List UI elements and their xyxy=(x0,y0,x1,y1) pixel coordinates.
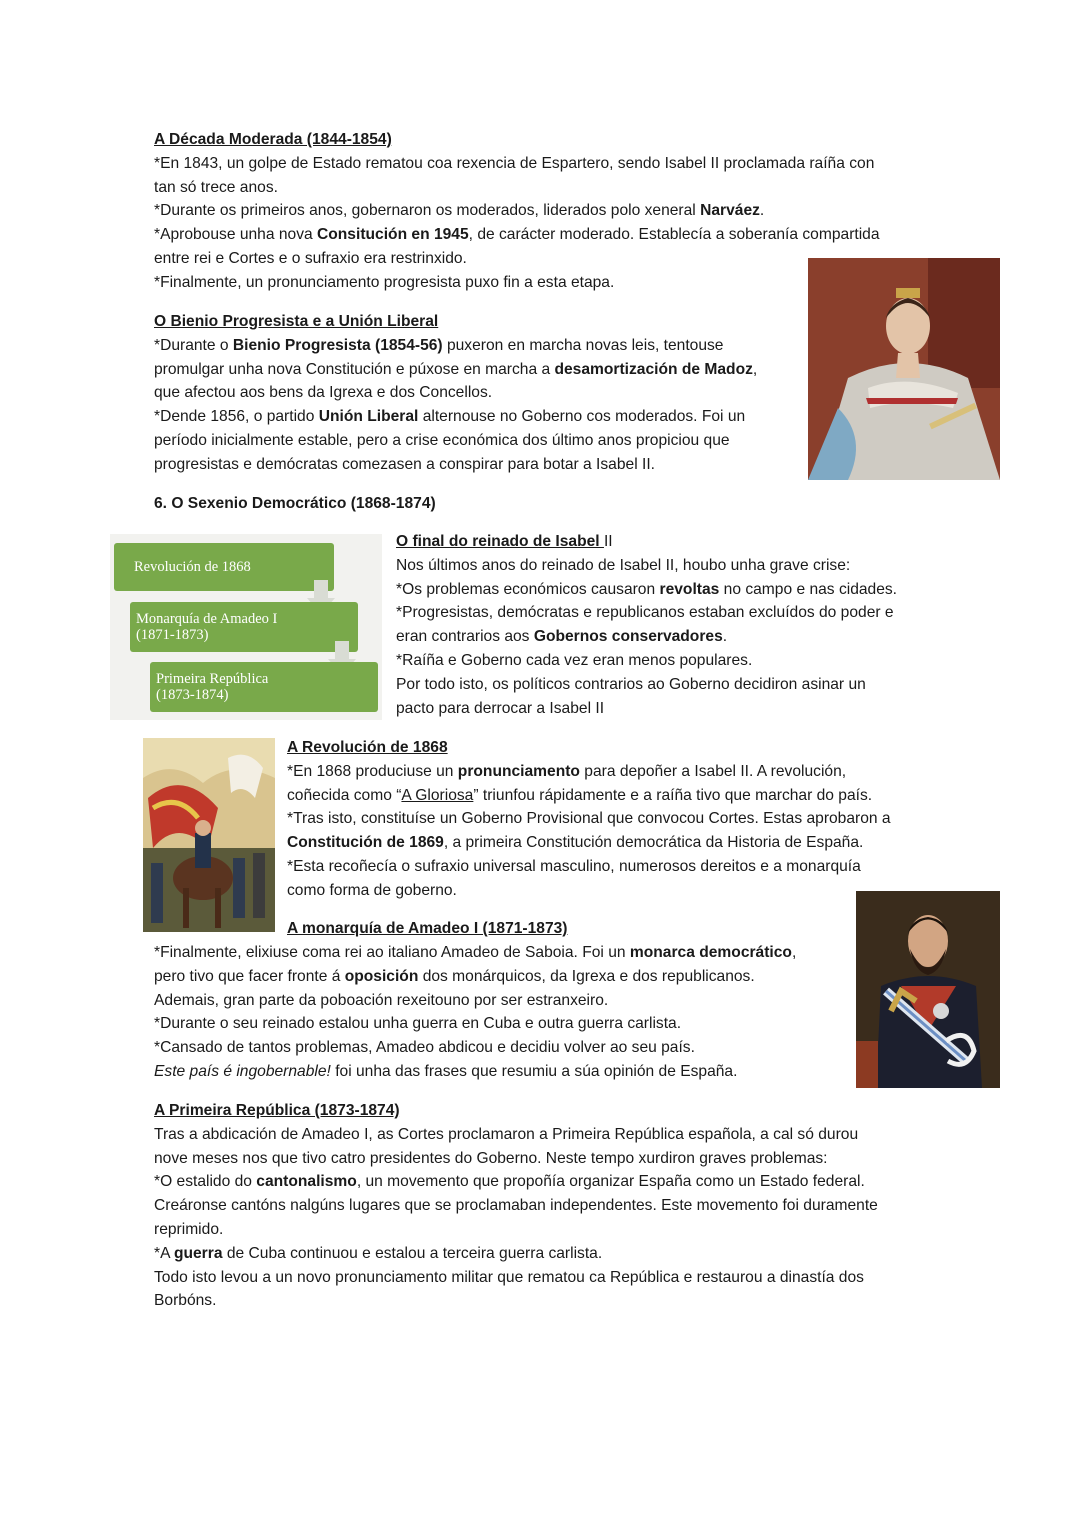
revolucion-1868-painting xyxy=(143,738,275,932)
heading-sexenio-text: 6. O Sexenio Democrático (1868-1874) xyxy=(154,495,436,512)
paragraph-line: *Esta recoñecía o sufraxio universal masculino, numerosos dereitos e a monarquía xyxy=(287,857,861,875)
paragraph-line: *Progresistas, demócratas e republicanos estaban excluídos do poder e xyxy=(396,604,894,622)
paragraph-line: nove meses nos que tivo catro presidentes do Goberno. Neste tempo xurdiron graves problemas: xyxy=(154,1149,828,1167)
paragraph-line: *O estalido do cantonalismo, un movemento que propoñía organizar España como un Estado federal. xyxy=(154,1173,865,1191)
paragraph-line: *Os problemas económicos causaron revoltas no campo e nas cidades. xyxy=(396,580,898,598)
paragraph-line: eran contrarios aos Gobernos conservadores. xyxy=(396,628,728,646)
portrait-amadeo-i-image xyxy=(856,891,1000,1088)
timeline-diagram xyxy=(110,534,382,720)
paragraph-line: período inicialmente estable, pero a crise económica dos último anos propiciou que xyxy=(154,431,730,449)
section-final-reinado xyxy=(396,530,986,720)
paragraph-line: *En 1843, un golpe de Estado rematou coa rexencia de Espartero, sendo Isabel II proclamada raíña con xyxy=(154,154,875,172)
paragraph-line: Este país é ingobernable! foi unha das frases que resumiu a súa opinión de España. xyxy=(154,1062,738,1080)
paragraph-line: Tras a abdicación de Amadeo I, as Cortes proclamaron a Primeira República española, a cal só durou xyxy=(154,1125,859,1143)
paragraph-line: Todo isto levou a un novo pronunciamento militar que rematou ca República e restaurou a dinastía dos xyxy=(154,1268,864,1286)
paragraph-line: tan só trece anos. xyxy=(154,178,278,196)
portrait-isabel-ii-image xyxy=(808,258,1000,480)
paragraph-line: pacto para derrocar a Isabel II xyxy=(396,699,605,717)
portrait-isabel-ii-drawing xyxy=(808,258,1000,480)
section-primeira-republica xyxy=(154,1099,954,1313)
paragraph-line: como forma de goberno. xyxy=(287,881,457,899)
paragraph-line: Ademais, gran parte da poboación rexeitouno por ser estranxeiro. xyxy=(154,991,609,1009)
paragraph-line: Creáronse cantóns nalgúns lugares que se proclamaban independentes. Este movemento foi duramente xyxy=(154,1197,878,1215)
paragraph-line: *Durante o Bienio Progresista (1854-56) puxeron en marcha novas leis, tentouse xyxy=(154,336,724,354)
paragraph-line: que afectou aos bens da Igrexa e dos Concellos. xyxy=(154,384,493,402)
heading-sexenio-democratico xyxy=(154,492,436,516)
paragraph-line: *A guerra de Cuba continuou e estalou a terceira guerra carlista. xyxy=(154,1244,603,1262)
diagram-box-amadeo: Monarquía de Amadeo I (1871-1873) xyxy=(130,602,358,652)
paragraph-line: entre rei e Cortes e o sufraxio era restrinxido. xyxy=(154,249,467,267)
paragraph-line: pero tivo que facer fronte á oposición dos monárquicos, da Igrexa e dos republicanos. xyxy=(154,967,755,985)
heading-decada-moderada: A Década Moderada (1844-1854) xyxy=(154,131,392,148)
heading-revolucion-1868: A Revolución de 1868 xyxy=(287,739,448,756)
paragraph-line: *Finalmente, elixiuse coma rei ao italiano Amadeo de Saboia. Foi un monarca democrático, xyxy=(154,944,797,961)
diagram-box-revolucion: Revolución de 1868 xyxy=(114,543,334,591)
paragraph-line: *Aprobouse unha nova Consitución en 1945, de carácter moderado. Establecía a soberanía compartida xyxy=(154,226,880,244)
paragraph-line: Borbóns. xyxy=(154,1292,217,1310)
paragraph-line: promulgar unha nova Constitución e púxose en marcha a desamortización de Madoz, xyxy=(154,360,758,378)
heading-primeira-republica: A Primeira República (1873-1874) xyxy=(154,1102,400,1119)
paragraph-line: *Durante o seu reinado estalou unha guerra en Cuba e outra guerra carlista. xyxy=(154,1015,682,1033)
paragraph-line: Nos últimos anos do reinado de Isabel II, houbo unha grave crise: xyxy=(396,556,851,574)
section-bienio-progresista xyxy=(154,310,804,477)
paragraph-line: reprimido. xyxy=(154,1220,224,1238)
heading-amadeo: A monarquía de Amadeo I (1871-1873) xyxy=(287,920,568,937)
paragraph-line: *Cansado de tantos problemas, Amadeo abdicou e decidiu volver ao seu país. xyxy=(154,1039,695,1057)
paragraph-line: progresistas e demócratas comezasen a conspirar para botar a Isabel II. xyxy=(154,455,655,473)
paragraph-line: coñecida como “A Gloriosa” triunfou rápidamente e a raíña tivo que marchar do país. xyxy=(287,786,873,804)
paragraph-line: Por todo isto, os políticos contrarios ao Goberno decidiron asinar un xyxy=(396,675,866,693)
revolucion-painting-drawing xyxy=(143,738,275,932)
paragraph-line: *Raíña e Goberno cada vez eran menos populares. xyxy=(396,651,753,669)
paragraph-line: *Finalmente, un pronunciamento progresista puxo fin a esta etapa. xyxy=(154,273,615,291)
paragraph-line: *Dende 1856, o partido Unión Liberal alternouse no Goberno cos moderados. Foi un xyxy=(154,408,746,426)
paragraph-line: Constitución de 1869, a primeira Constitución democrática da Historia de España. xyxy=(287,834,864,852)
section-revolucion-1868 xyxy=(287,736,987,903)
paragraph-line: *Durante os primeiros anos, gobernaron os moderados, liderados polo xeneral Narváez. xyxy=(154,202,765,220)
diagram-box-republica: Primeira República (1873-1874) xyxy=(150,662,378,712)
heading-bienio-progresista: O Bienio Progresista e a Unión Liberal xyxy=(154,313,439,330)
portrait-amadeo-drawing xyxy=(856,891,1000,1088)
heading-final-reinado: O final do reinado de Isabel II xyxy=(396,533,613,550)
section-amadeo xyxy=(154,941,844,1084)
paragraph-line: *Tras isto, constituíse un Goberno Provisional que convocou Cortes. Estas aprobaron a xyxy=(287,810,891,828)
paragraph-line: *En 1868 produciuse un pronunciamento para depoñer a Isabel II. A revolución, xyxy=(287,762,847,780)
